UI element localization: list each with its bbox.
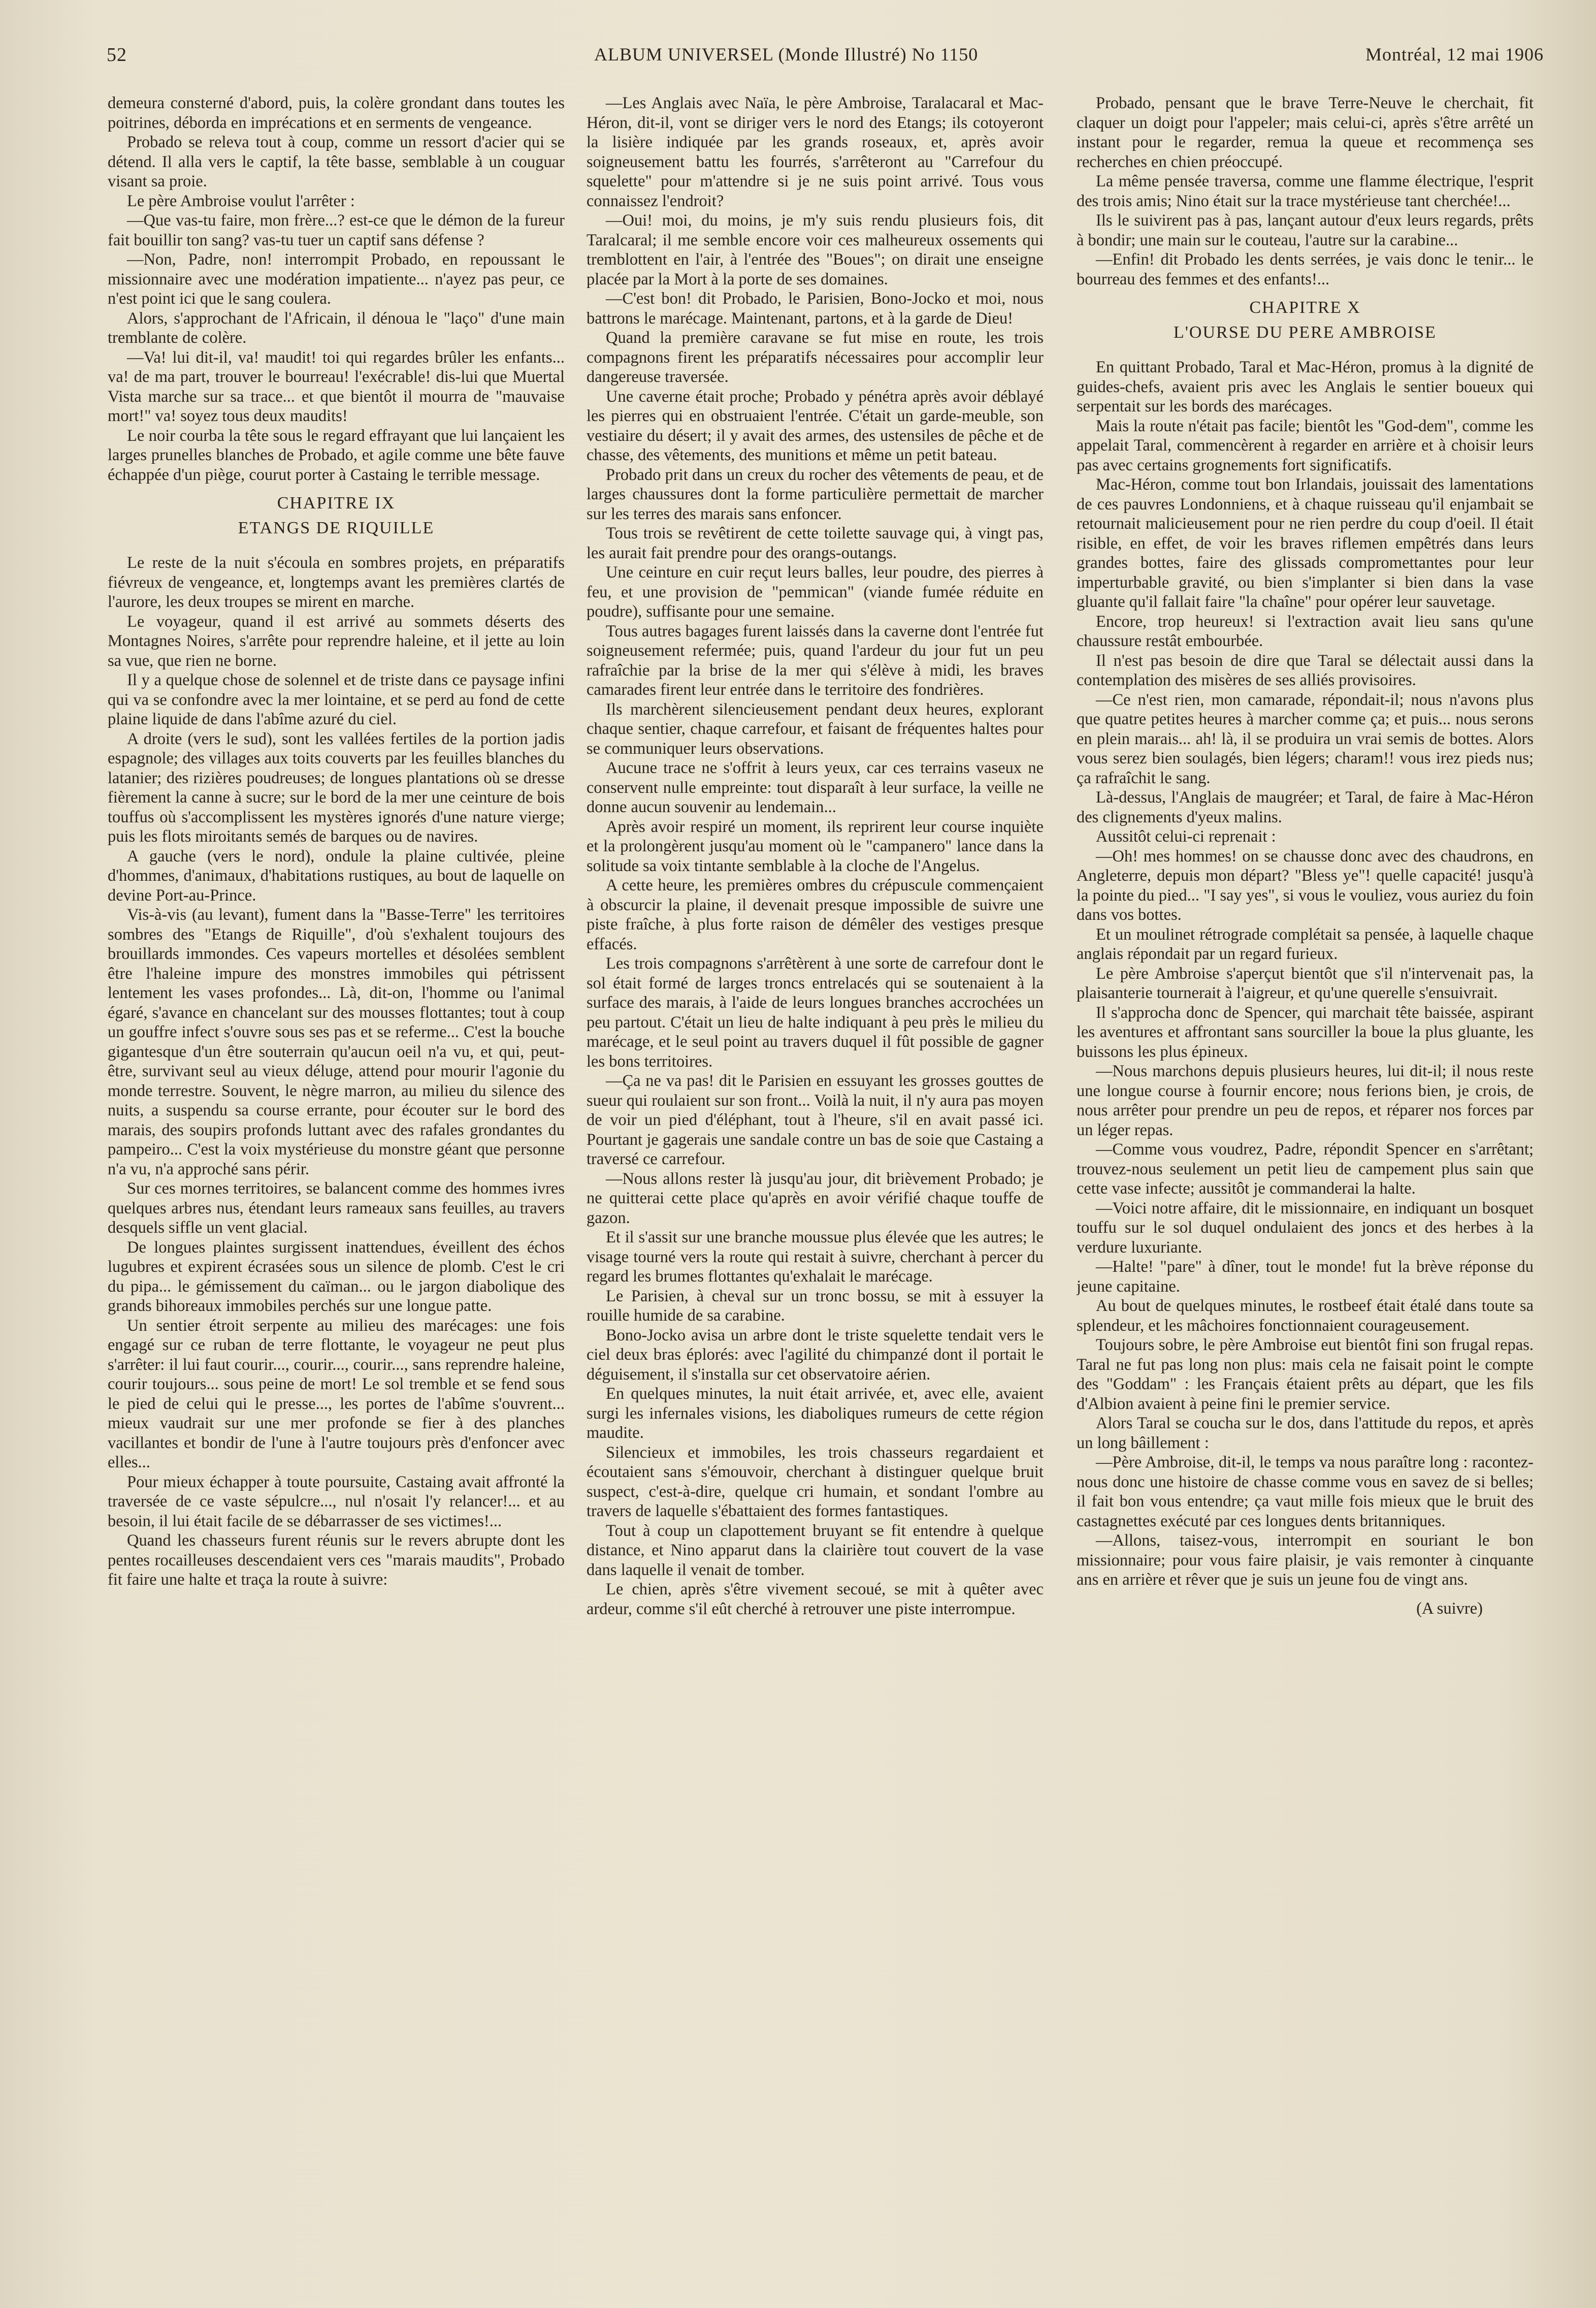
paragraph: —Nous marchons depuis plusieurs heures, lui dit-il; il nous reste une longue course à fournir encore; nous ferions bien, je crois, de nous arrêter pour prendre un peu de repos, et réparer nos forces par un léger repas. <box>1077 1062 1534 1139</box>
paragraph: Probado se releva tout à coup, comme un ressort d'acier qui se détend. Il alla vers le captif, la tête basse, semblable à un couguar visant sa proie. <box>108 133 565 190</box>
paragraph: —Père Ambroise, dit-il, le temps va nous paraître long : racontez-nous donc une histoire de chasse comme vous en savez de si belles; il fait bon vous entendre; ça vaut mille fois mieux que le bruit des castagnettes exécuté par ces longues dents britanniques. <box>1077 1453 1534 1530</box>
paragraph: Silencieux et immobiles, les trois chasseurs regardaient et écoutaient sans s'émouvoir, cherchant à distinguer quelque bruit suspect, c'est-à-dire, quelque cri humain, et sondant l'ombre au travers de laquelle s'ébattaient des formes fantastiques. <box>587 1443 1044 1520</box>
paragraph: Le noir courba la tête sous le regard effrayant que lui lançaient les larges prunelles blanches de Probado, et agile comme une bête fauve échappée d'un piège, courut porter à Castaing le terrible message. <box>108 426 565 484</box>
paragraph: Quand la première caravane se fut mise en route, les trois compagnons firent les préparatifs nécessaires pour accomplir leur dangereuse traversée. <box>587 329 1044 386</box>
paragraph: Il n'est pas besoin de dire que Taral se délectait aussi dans la contemplation des misères de ses alliés provisoires. <box>1077 651 1534 689</box>
chapter-heading: CHAPITRE X <box>1249 298 1361 317</box>
paragraph: —Ce n'est rien, mon camarade, répondait-il; nous n'avons plus que quatre petites heures à marcher comme ça; et puis... nous serons en plein marais... ah! là, il se produira un vrai semis de bottes. Alors vous serez bien soulagés, bien légers; charam!! vous irez pieds nus; ça rafraîchit le sang. <box>1077 690 1534 787</box>
paragraph: En quelques minutes, la nuit était arrivée, et, avec elle, avaient surgi les infernales visions, les diaboliques rumeurs de cette région maudite. <box>587 1385 1044 1442</box>
chapter-heading: CHAPITRE IX <box>277 494 396 512</box>
paragraph: Sur ces mornes territoires, se balancent comme des hommes ivres quelques arbres nus, étendant leurs rameaux sans feuilles, au travers desquels siffle un vent glacial. <box>108 1179 565 1237</box>
paragraph: Mais la route n'était pas facile; bientôt les "God-dem", comme les appelait Taral, commencèrent à regarder en arrière et à choisir leurs pas avec certains grognements fort significatifs. <box>1077 416 1534 474</box>
paragraph: Une ceinture en cuir reçut leurs balles, leur poudre, des pierres à feu, et une provision de "pemmican" (viande fumée réduite en poudre), suffisante pour une semaine. <box>587 563 1044 621</box>
paragraph: Probado, pensant que le brave Terre-Neuve le cherchait, fit claquer un doigt pour l'appeler; mais celui-ci, après s'être arrêté un instant pour le regarder, remua la queue et recommença ses recherches en chien préoccupé. <box>1077 94 1534 171</box>
paragraph: Le chien, après s'être vivement secoué, se mit à quêter avec ardeur, comme s'il eût cherché à retrouver une piste interrompue. <box>587 1580 1044 1618</box>
page-header <box>79 37 1574 67</box>
paragraph: Le reste de la nuit s'écoula en sombres projets, en préparatifs fiévreux de vengeance, et, longtemps avant les premières clartés de l'aurore, les deux troupes se mirent en marche. <box>108 554 565 611</box>
paragraph: Bono-Jocko avisa un arbre dont le triste squelette tendait vers le ciel deux bras éplorés: avec l'agilité du chimpanzé dont il portait le déguisement, il s'installa sur cet observatoire aérien. <box>587 1326 1044 1384</box>
paragraph: Le père Ambroise s'aperçut bientôt que s'il n'intervenait pas, la plaisanterie tournerait à l'aigreur, et qu'une querelle s'ensuivrait. <box>1077 964 1534 1002</box>
paragraph: —Ça ne va pas! dit le Parisien en essuyant les grosses gouttes de sueur qui roulaient sur son front... Voilà la nuit, il n'y aura pas moyen de voir un pied d'éléphant, tout à l'heure, s'il en avait passé ici. Pourtant je gagerais une sandale contre un bas de soie que Castaing a traversé ce carrefour. <box>587 1072 1044 1168</box>
paragraph: Aucune trace ne s'offrit à leurs yeux, car ces terrains vaseux ne conservent nulle empreinte: tout disparaît à leur surface, la veille ne donne aucun souvenir au lendemain... <box>587 759 1044 816</box>
paragraph: La même pensée traversa, comme une flamme électrique, l'esprit des trois amis; Nino était sur la trace mystérieuse tant cherchée!... <box>1077 172 1534 210</box>
paragraph: A droite (vers le sud), sont les vallées fertiles de la portion jadis espagnole; des villages aux toits couverts par les feuilles blanches du latanier; des rizières poudreuses; de longues plantations où se dresse fièrement la canne à sucre; sur le bord de la mer une ceinture de bois touffus où s'accomplissent les mystères ignorés d'une nature vierge; puis les flots miroitants semés de barques ou de navires. <box>108 729 565 846</box>
paragraph: —Nous allons rester là jusqu'au jour, dit brièvement Probado; je ne quitterai cette place qu'après en avoir vérifié chaque touffe de gazon. <box>587 1169 1044 1227</box>
paragraph: —Les Anglais avec Naïa, le père Ambroise, Taralacaral et Mac-Héron, dit-il, vont se diriger vers le nord des Etangs; ils cotoyeront la lisière indiquée par les grands roseaux, et, après avoir soigneusement battu les fourrés, s'arrêteront au "Carrefour du squelette" pour m'attendre si je ne suis point arrivé. Tous vous connaissez l'endroit? <box>587 94 1044 210</box>
paragraph: Il y a quelque chose de solennel et de triste dans ce paysage infini qui va se confondre avec la mer lointaine, et se perd au fond de cette plaine liquide de dans l'abîme azuré du ciel. <box>108 671 565 728</box>
to-be-continued-note: (A suivre) <box>1416 1599 1483 1618</box>
publication-title: ALBUM UNIVERSEL (Monde Illustré) No 1150 <box>594 44 979 65</box>
paragraph: Encore, trop heureux! si l'extraction avait lieu sans qu'une chaussure restât embourbée. <box>1077 612 1534 650</box>
paragraph: En quittant Probado, Taral et Mac-Héron, promus à la dignité de guides-chefs, avaient pris avec les Anglais le sentier boueux qui serpentait sur les bords des marécages. <box>1077 358 1534 415</box>
paragraph: —Enfin! dit Probado les dents serrées, je vais donc le tenir... le bourreau des femmes et des enfants!... <box>1077 250 1534 288</box>
paragraph: —Voici notre affaire, dit le missionnaire, en indiquant un bosquet touffu sur le sol duquel ondulaient des joncs et des herbes à la verdure luxuriante. <box>1077 1199 1534 1257</box>
paragraph: A cette heure, les premières ombres du crépuscule commençaient à obscurcir la plaine, il devenait presque impossible de suivre une piste fraîche, à plus forte raison de démêler des vestiges presque effacés. <box>587 876 1044 953</box>
paragraph: Vis-à-vis (au levant), fument dans la "Basse-Terre" les territoires sombres des "Etangs de Riquille", d'où s'exhalent toujours des brouillards immondes. Ces vapeurs mortelles et désolées semblent être l'haleine impure des monstres immobiles qui pétrissent lentement les vases profondes... Là, dit-on, l'homme ou l'animal égaré, s'avance en chancelant sur des mousses flottantes; tout à coup un gouffre infect s'ouvre sous ses pas et se referme... C'est la bouche gigantesque d'un être souterrain qu'aucun oeil n'a vu, et qui, peut-être, survivant seul au vieux déluge, attend pour mourir l'agonie du monde terrestre. Souvent, le nègre marron, au milieu du silence des nuits, a suspendu sa course errante, pour écouter sur le bord des marais, des soupirs profonds luttant avec des rafales grondantes du pampeiro... C'est la voix mystérieuse du monstre géant que personne n'a vu, n'a approché sans périr. <box>108 906 565 1178</box>
paragraph: Le voyageur, quand il est arrivé au sommets déserts des Montagnes Noires, s'arrête pour reprendre haleine, et il jette au loin sa vue, que rien ne borne. <box>108 612 565 670</box>
paragraph: Et un moulinet rétrograde complétait sa pensée, à laquelle chaque anglais répondait par un regard furieux. <box>1077 925 1534 963</box>
paragraph: demeura consterné d'abord, puis, la colère grondant dans toutes les poitrines, déborda en imprécations et en serments de vengeance. <box>108 94 565 132</box>
paragraph: Tous autres bagages furent laissés dans la caverne dont l'entrée fut soigneusement refermée; puis, quand l'ardeur du jour fut un peu rafraîchie par la brise de la mer qui s'élève à midi, les braves camarades firent leur entrée dans le territoire des fondrières. <box>587 622 1044 699</box>
paragraph: Un sentier étroit serpente au milieu des marécages: une fois engagé sur ce ruban de terre flottante, le voyageur ne peut plus s'arrêter: il lui faut courir..., courir..., courir..., sans reprendre haleine, courir toujours... sous peine de mort! Le sol tremble et se fend sous le pied de celui qui le presse..., les portes de l'abîme s'ouvrent... mieux vaudrait sur une mer profonde se fier à des planches vacillantes et bondir de l'une à l'autre toujours près d'enfoncer avec elles... <box>108 1316 565 1471</box>
paragraph: —Non, Padre, non! interrompit Probado, en repoussant le missionnaire avec une modération impatiente... n'ayez pas peur, ce n'est point ici que le sang coulera. <box>108 250 565 308</box>
paragraph: —Allons, taisez-vous, interrompit en souriant le bon missionnaire; pour vous faire plaisir, je vais remonter à cinquante ans en arrière et rêver que je suis un jeune fou de vingt ans. <box>1077 1531 1534 1589</box>
paragraph: Le Parisien, à cheval sur un tronc bossu, se mit à essuyer la rouille humide de sa carabine. <box>587 1287 1044 1325</box>
paragraph: —Va! lui dit-il, va! maudit! toi qui regardes brûler les enfants... va! de ma part, trouver le bourreau! l'exécrable! dis-lui que Muertal Vista marche sur sa trace... et que bientôt il mourra de "mauvaise mort!" va! soyez tous deux maudits! <box>108 348 565 425</box>
paragraph: Toujours sobre, le père Ambroise eut bientôt fini son frugal repas. Taral ne fut pas long non plus: mais cela ne faisait point le compte des "Goddam" : les Français étaient prêts au départ, que les fils d'Albion avaient à peine fini le premier service. <box>1077 1336 1534 1413</box>
paragraph: Il s'approcha donc de Spencer, qui marchait tête baissée, aspirant les aventures et affrontant sans sourciller la boue la plus gluante, les buissons les plus épineux. <box>1077 1003 1534 1061</box>
column-2 <box>587 93 1044 2288</box>
paragraph: Après avoir respiré un moment, ils reprirent leur course inquiète et la prolongèrent jusqu'au moment où le "campanero" lance dans la solitude sa voix tintante semblable à la cloche de l'Angelus. <box>587 817 1044 875</box>
paragraph: Pour mieux échapper à toute poursuite, Castaing avait affronté la traversée de ce vaste sépulcre..., nul n'osait l'y relancer!... et au besoin, il lui était facile de se débarrasser de ses victimes!... <box>108 1472 565 1530</box>
column-1 <box>108 93 565 2288</box>
paragraph: Les trois compagnons s'arrêtèrent à une sorte de carrefour dont le sol était formé de larges troncs entrelacés qui se soutenaient à la surface des marais, à l'aide de leurs longues branches accrochées un peu partout. C'était un lieu de halte indiquant à peu près le milieu du marécage, et le seul point au travers duquel il fût possible de gagner les bons territoires. <box>587 954 1044 1071</box>
paragraph: Alors, s'approchant de l'Africain, il dénoua le "laço" d'une main tremblante de colère. <box>108 309 565 347</box>
paragraph: Là-dessus, l'Anglais de maugréer; et Taral, de faire à Mac-Héron des clignements d'yeux malins. <box>1077 788 1534 826</box>
paragraph: —C'est bon! dit Probado, le Parisien, Bono-Jocko et moi, nous battrons le marécage. Maintenant, partons, et à la garde de Dieu! <box>587 290 1044 328</box>
paragraph: Une caverne était proche; Probado y pénétra après avoir déblayé les pierres qui en obstruaient l'entrée. C'était un garde-meuble, son vestiaire du désert; il y avait des armes, des ustensiles de pêche et de chasse, des vêtements, des munitions et même un petit bateau. <box>587 387 1044 464</box>
paragraph: Au bout de quelques minutes, le rostbeef était étalé dans toute sa splendeur, et les mâchoires fonctionnaient courageusement. <box>1077 1297 1534 1335</box>
paragraph: Ils marchèrent silencieusement pendant deux heures, explorant chaque sentier, chaque carrefour, et faisant de fréquentes haltes pour se communiquer leurs observations. <box>587 700 1044 758</box>
paragraph: Tous trois se revêtirent de cette toilette sauvage qui, à vingt pas, les aurait fait prendre pour des orangs-outangs. <box>587 524 1044 562</box>
publication-date: Montréal, 12 mai 1906 <box>1365 44 1544 65</box>
paragraph: —Halte! "pare" à dîner, tout le monde! fut la brève réponse du jeune capitaine. <box>1077 1258 1534 1296</box>
paragraph: Probado prit dans un creux du rocher des vêtements de peau, et de larges chaussures dont la forme particulière permettait de marcher sur les terres des marais sans enfoncer. <box>587 465 1044 523</box>
paragraph: Et il s'assit sur une branche moussue plus élevée que les autres; le visage tourné vers la route qui restait à suivre, cherchant à percer du regard les brumes flottantes qu'exhalait le marécage. <box>587 1228 1044 1286</box>
paragraph: De longues plaintes surgissent inattendues, éveillent des échos lugubres et expirent écrasées sous un silence de plomb. C'est le cri du pipa... le gémissement du caïman... ou le jargon diabolique des grands bihoreaux immobiles perchés sur une longue patte. <box>108 1238 565 1315</box>
paragraph: Aussitôt celui-ci reprenait : <box>1096 827 1276 846</box>
paragraph: Ils le suivirent pas à pas, lançant autour d'eux leurs regards, prêts à bondir; une main sur le couteau, l'autre sur la carabine... <box>1077 211 1534 249</box>
paragraph: Tout à coup un clapottement bruyant se fit entendre à quelque distance, et Nino apparut dans la clairière tout couvert de la vase dans laquelle il venait de tomber. <box>587 1521 1044 1579</box>
chapter-title: L'OURSE DU PERE AMBROISE <box>1174 323 1437 342</box>
paragraph: A gauche (vers le nord), ondule la plaine cultivée, pleine d'hommes, d'animaux, d'habitations rustiques, au bout de laquelle on devine Port-au-Prince. <box>108 847 565 905</box>
paragraph: Mac-Héron, comme tout bon Irlandais, jouissait des lamentations de ces pauvres Londonniens, et à chaque ruisseau qu'il enjambait se retournait malicieusement pour ne rien perdre du coup d'oeil. Il était risible, en effet, de voir les braves riflemen empêtrés dans leurs grandes bottes, faire des glissads compromettantes pour leur imperturbable gravité, ou bien s'implanter si bien dans la vase gluante qu'il fallait faire "la chaîne" pour opérer leur sauvetage. <box>1077 475 1534 611</box>
paragraph: —Oh! mes hommes! on se chausse donc avec des chaudrons, en Angleterre, depuis mon départ? "Bless ye"! quelle capacité! jusqu'à la pointe du pied... "I say yes", si vous le vouliez, vous auriez du foin dans vos bottes. <box>1077 847 1534 924</box>
page-number: 52 <box>107 44 127 66</box>
paragraph: Le père Ambroise voulut l'arrêter : <box>127 191 355 210</box>
chapter-title: ETANGS DE RIQUILLE <box>238 518 435 537</box>
paragraph: —Comme vous voudrez, Padre, répondit Spencer en s'arrêtant; trouvez-nous seulement un petit lieu de campement plus sain que cette vase infecte; aussitôt je commanderai la halte. <box>1077 1140 1534 1198</box>
column-3 <box>1077 93 1534 2288</box>
paragraph: —Oui! moi, du moins, je m'y suis rendu plusieurs fois, dit Taralcaral; il me semble encore voir ces malheureux ossements qui tremblottent en l'air, à l'entrée des "Boues"; on dirait une enseigne placée par la Mort à la porte de ses domaines. <box>587 211 1044 288</box>
paragraph: Quand les chasseurs furent réunis sur le revers abrupte dont les pentes rocailleuses descendaient vers ces "marais maudits", Probado fit faire une halte et traça la route à suivre: <box>108 1531 565 1589</box>
paragraph: —Que vas-tu faire, mon frère...? est-ce que le démon de la fureur fait bouillir ton sang? vas-tu tuer un captif sans défense ? <box>108 211 565 249</box>
paragraph: Alors Taral se coucha sur le dos, dans l'attitude du repos, et après un long bâillement : <box>1077 1414 1534 1452</box>
